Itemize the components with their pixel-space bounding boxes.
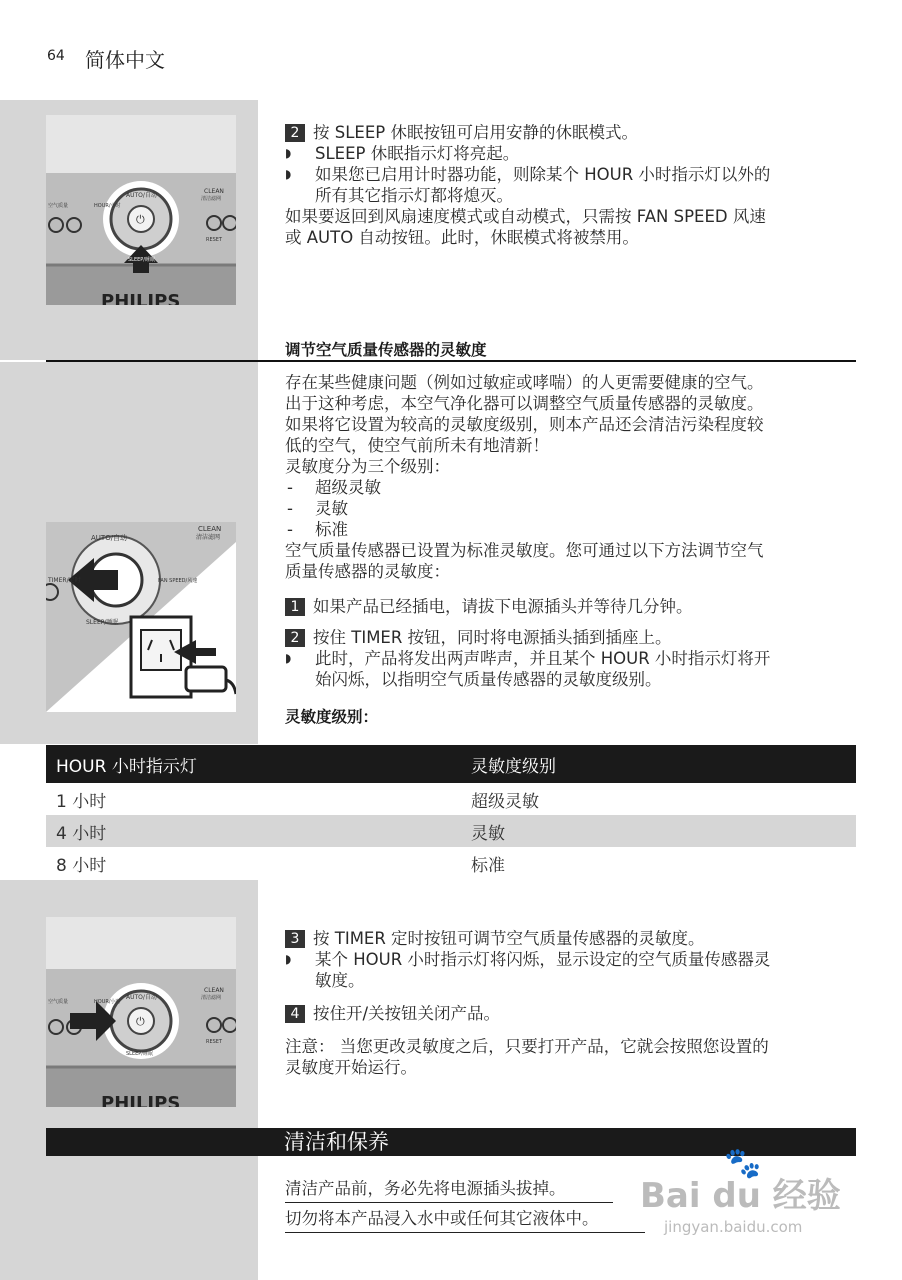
page-language: 简体中文	[85, 48, 165, 72]
hour-label: HOUR/小时	[94, 999, 121, 1005]
table-header-cell: HOUR 小时指示灯	[46, 745, 461, 783]
sensitivity-intro	[285, 372, 865, 582]
level-item: - 标准	[285, 519, 865, 540]
clean-sub-label: 清洁滤网	[201, 995, 222, 1001]
svg-text:⏻: ⏻	[136, 1015, 145, 1028]
step-4: 4 按住开/关按钮关闭产品。	[285, 1003, 865, 1024]
bullet-icon: ◗	[285, 167, 292, 181]
intro-line: 出于这种考虑，本空气净化器可以调整空气质量传感器的灵敏度。	[285, 394, 764, 413]
sleep-bullet-2: ◗ 如果您已启用计时器功能，则除某个 HOUR 小时指示灯以外的 所有其它指示灯都将熄灭。	[285, 165, 771, 205]
watermark-logo: 🐾 Bai du 经验	[640, 1146, 841, 1216]
table-cell: 标准	[471, 855, 505, 876]
hour-label: HOUR/小时	[94, 203, 121, 209]
step-2-bullet: ◗ 此时，产品将发出两声哔声，并且某个 HOUR 小时指示灯将开 始闪烁，以指明空气质量传感器的灵敏度级别。	[285, 649, 771, 689]
paw-icon: 🐾	[724, 1146, 762, 1181]
step-3-bullet: ◗ 某个 HOUR 小时指示灯将闪烁，显示设定的空气质量传感器灵 敏度。	[285, 950, 771, 990]
control-panel-illustration	[46, 115, 236, 305]
level-item: - 灵敏	[285, 498, 865, 519]
sleep-section	[285, 122, 865, 248]
cleaning-line-1: 清洁产品前，务必先将电源插头拔掉。	[285, 1179, 566, 1198]
table-cell: 8 小时	[56, 855, 107, 876]
fan-speed-label: FAN SPEED/风速	[158, 578, 198, 584]
level-item: - 超级灵敏	[285, 477, 865, 498]
sleep-label: SLEEP/睡眠	[126, 1051, 153, 1057]
section-divider	[46, 360, 856, 362]
table-header-row	[46, 745, 856, 783]
sleep-paragraph: 如果要返回到风扇速度模式或自动模式，只需按 FAN SPEED 风速 或 AUTO 自动按钮。此时，休眠模式将被禁用。	[285, 207, 766, 247]
sensitivity-heading: 调节空气质量传感器的灵敏度	[285, 341, 487, 359]
cleaning-section-title: 清洁和保养	[46, 1128, 856, 1156]
clean-sub-label: 清洁滤网	[196, 534, 221, 541]
clean-sub-label: 清洁滤网	[201, 196, 222, 202]
intro-line: 灵敏度分为三个级别：	[285, 457, 450, 476]
figure-sleep-button	[46, 115, 236, 305]
step-number-badge: 4	[285, 1005, 305, 1023]
clean-label: CLEAN	[204, 188, 224, 195]
clean-label: CLEAN	[204, 987, 224, 994]
svg-text:⏻: ⏻	[136, 213, 145, 226]
level-heading: 灵敏度级别：	[285, 708, 379, 726]
page-number: 64	[47, 48, 65, 64]
bullet-icon: ◗	[285, 651, 292, 665]
bullet-icon: ◗	[285, 146, 292, 160]
timer-section	[285, 928, 865, 1078]
table-cell: 4 小时	[46, 815, 461, 847]
step-number-badge: 2	[285, 124, 305, 142]
cleaning-line-2: 切勿将本产品浸入水中或任何其它液体中。	[285, 1209, 599, 1228]
auto-label: AUTO/自动	[91, 534, 128, 542]
underline	[285, 1202, 613, 1203]
figure-timer-button	[46, 917, 236, 1107]
sleep-label: SLEEP/睡眠	[128, 257, 155, 263]
reset-label: RESET	[206, 1039, 223, 1045]
default-setting-text: 空气质量传感器已设置为标准灵敏度。您可通过以下方法调节空气 质量传感器的灵敏度：	[285, 541, 764, 581]
step-number-badge: 3	[285, 930, 305, 948]
table-row	[46, 783, 856, 815]
auto-label: AUTO/自动	[126, 192, 157, 199]
table-row	[46, 815, 856, 847]
timer-label: TIMER/定时	[48, 577, 81, 584]
step-2: 2 按住 TIMER 按钮，同时将电源插头插到插座上。	[285, 627, 865, 648]
step-number-badge: 1	[285, 598, 305, 616]
intro-line: 如果将它设置为较高的灵敏度级别，则本产品还会清洁污染程度较	[285, 415, 764, 434]
step-3: 3 按 TIMER 定时按钮可调节空气质量传感器的灵敏度。	[285, 928, 865, 949]
reset-label: RESET	[206, 237, 223, 243]
sleep-bullet-1: ◗ SLEEP 休眠指示灯将亮起。	[285, 144, 520, 163]
air-label: 空气质量	[48, 203, 69, 209]
figure-timer-plug	[46, 522, 236, 712]
brand-logo: PHILIPS	[101, 1093, 181, 1107]
note-text: 注意： 当您更改灵敏度之后，只要打开产品，它就会按照您设置的 灵敏度开始运行。	[285, 1037, 769, 1077]
step-number-badge: 2	[285, 629, 305, 647]
bullet-icon: ◗	[285, 952, 292, 966]
table-row	[46, 847, 856, 879]
step-1: 1 如果产品已经插电，请拔下电源插头并等待几分钟。	[285, 596, 865, 617]
auto-label: AUTO/自动	[126, 994, 157, 1001]
brand-logo: PHILIPS	[101, 291, 181, 305]
underline	[285, 1232, 645, 1233]
watermark-url: jingyan.baidu.com	[664, 1218, 803, 1236]
table-header-cell: 灵敏度级别	[461, 745, 856, 783]
clean-label: CLEAN	[198, 525, 222, 533]
table-cell: 超级灵敏	[471, 791, 539, 812]
sleep-step: 2 按 SLEEP 休眠按钮可启用安静的休眠模式。	[285, 122, 865, 143]
sensitivity-steps	[285, 596, 865, 690]
intro-line: 低的空气，使空气前所未有地清新！	[285, 436, 549, 455]
sensitivity-table	[46, 745, 856, 879]
air-label: 空气质量	[48, 999, 69, 1005]
table-cell: 灵敏	[461, 815, 856, 847]
table-cell: 1 小时	[56, 791, 107, 812]
intro-line: 存在某些健康问题（例如过敏症或哮喘）的人更需要健康的空气。	[285, 373, 764, 392]
sleep-label: SLEEP/睡眠	[86, 619, 119, 626]
